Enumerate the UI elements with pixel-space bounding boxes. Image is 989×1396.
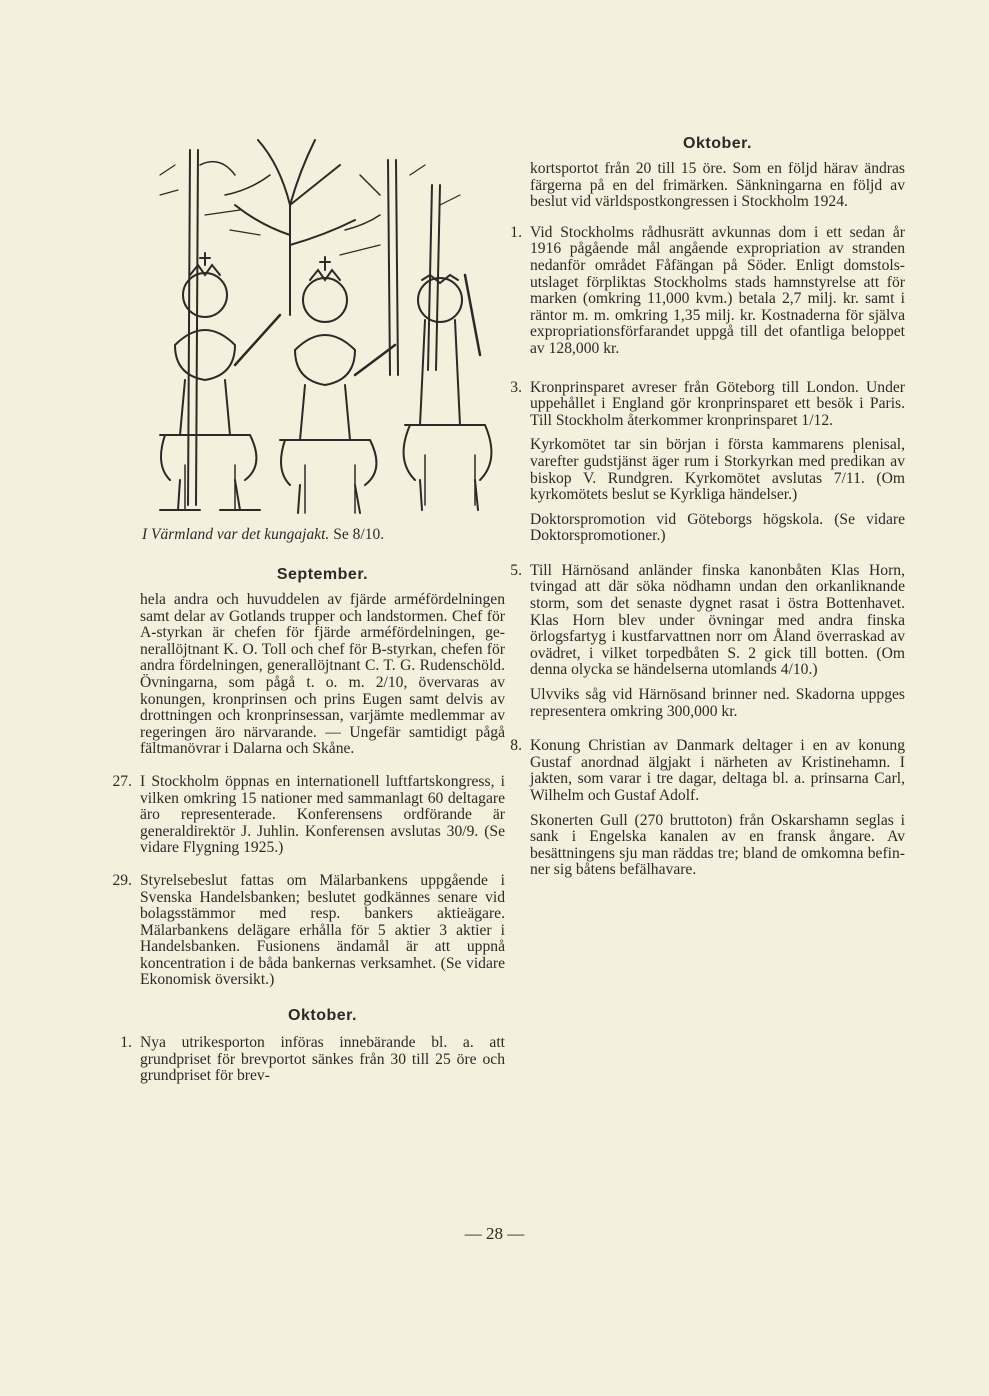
day-number: 5. (510, 561, 522, 579)
entry-sep-29 (112, 871, 505, 989)
continued-text: kortsportot från 20 till 15 öre. Som en följd härav ändras färgerna på en del frimärken. Sänkningarna en följd av beslut vid världspostkongressen i Stockholm 1924. (530, 160, 905, 211)
oktober-heading-left: Oktober. (288, 1007, 357, 1025)
oktober-heading-right: Oktober. (683, 135, 752, 152)
entry-oct-1-right (510, 223, 905, 358)
entry-text: I Stockholm öppnas en internationell luftfartskongress, i vilken omkring 15 nationer med sammanlagt 60 deltagare äro representerade. Konferensens ordförande är generaldirektör J. Juhlin. Konferensen avslutas 30/9. (Se vidare Flygning 1925.) (140, 772, 505, 857)
caption-reference: Se 8/10. (333, 526, 385, 543)
entry-paragraph: Skonerten Gull (270 bruttoton) från Oskarshamn seglas i sank i Engelska kanalen av en fransk ångare. Av besättningens sju man räddas tre; bland de omkomna befinner sig båtens befälhavare. (530, 811, 905, 879)
entry-paragraph: Doktorspromotion vid Göteborgs högskola. (Se vidare Doktorspromotioner.) (530, 510, 905, 545)
entry-paragraph: Kronprinsparet avreser från Göteborg till London. Under uppehållet i England gör kronprinsparet ett besök i Paris. Till Stockholm återkommer kronprinsparet 1/12. (530, 378, 905, 429)
entry-oct-8 (510, 737, 905, 879)
entry-sep-27 (112, 772, 505, 857)
illustration-caption (140, 526, 505, 544)
day-number: 1. (510, 223, 522, 241)
entry-oct-1-left (120, 1034, 505, 1085)
hunting-kings-illustration (140, 135, 505, 520)
left-column (112, 135, 505, 1085)
september-heading: September. (276, 566, 369, 583)
day-number: 29. (112, 871, 132, 889)
right-column (510, 135, 905, 879)
entry-oct-5 (510, 561, 905, 720)
page-number: — 28 — (464, 1224, 525, 1243)
entry-paragraph: Ulvviks såg vid Härnösand brinner ned. Skadorna uppges representera omkring 300,000 kr. (530, 686, 905, 720)
entry-text: Styrelsebeslut fattas om Mälarbankens uppgående i Svenska Handelsbanken; beslutet godkännes senare vid bolagsstämmor med resp. bankers aktieägare. Mälarbankens delägare erhålla för 5 aktier 3 aktier i Handelsbanken. Fusionens ändamål är att uppnå koncentration i de båda bankernas verksamhet. (Se vidare Ekonomisk översikt.) (140, 871, 505, 989)
entry-paragraph: Kyrkomötet tar sin början i första kammarens plenisal, varefter gudstjänst äger rum i Storkyrkan med predikan av biskop V. Rundgren. Kyrkomötet avslutas 7/11. (Om kyrkomötets beslut se Kyrkliga händelser.) (530, 436, 905, 504)
entry-paragraph: Konung Christian av Danmark deltager i en av konung Gustaf anordnad älgjakt i närheten av Kristinehamn. I jakten, som varar i tre dagar, deltaga bl. a. prinsarna Carl, Wilhelm och Gustaf Adolf. (530, 737, 905, 804)
entry-text: Nya utrikesporton införas innebärande bl. a. att grundpriset för brevportot sänkes från 30 till 25 öre och grundpriset för brev- (140, 1034, 505, 1085)
oktober-continued-entry (530, 161, 905, 211)
entry-paragraph: Till Härnösand anländer finska kanonbåten Klas Horn, tvingad att där söka nödhamn undan den orkanliknande storm, som det senaste dygnet rasat i östra Bottenhavet. Klas Horn blev under övningar med andra finska örlogsfartyg i kustfarvattnen norr om Åland överraskad av ovädret, i vilket torpedbåten S. 2 gick till botten. (Om denna olycka se händelserna utomlands 4/10.) (530, 561, 905, 679)
september-continued-entry (140, 592, 505, 758)
day-number: 27. (112, 772, 132, 790)
entry-text: Vid Stockholms rådhusrätt avkunnas dom i ett sedan år 1916 pågående mål angående expropriation av stranden nedanför området Fåfängan på Söder. Enligt domstolsutslaget förpliktas Stockholms stads hamnstyrelse att för marken (omkring 11,000 kvm.) betala 2,7 milj. kr. samt i räntor m. m. omkring 1,35 milj. kr. Kostnaderna för själva expropriationsförfarandet uppgå till det ofantliga beloppet av 128,000 kr. (530, 223, 905, 357)
september-text: hela andra och huvuddelen av fjärde arméfördelningen samt delar av Gotlands trupper och landstormen. Chef för A-styrkan är chefen för fjärde arméfördelningen, generallöjtnant K. O. Toll och chef för B-styrkan, chefen för andra fördelningen, generallöjtnant C. T. G. Rudenschöld. Övningarna, som pågå t. o. m. 2/10, övervaras av konungen, kronprinsen och prins Eugen samt delvis av drottningen och kronprinsessan, varjämte medlemmar av regeringen äro närvarande. — Ungefär samtidigt pågå fältmanövrar i Dalarna och Skåne. (140, 591, 505, 758)
day-number: 8. (510, 737, 522, 755)
day-number: 1. (120, 1034, 132, 1052)
entry-oct-3 (510, 378, 905, 545)
day-number: 3. (510, 378, 522, 396)
caption-text: I Värmland var det kungajakt. (142, 526, 330, 543)
